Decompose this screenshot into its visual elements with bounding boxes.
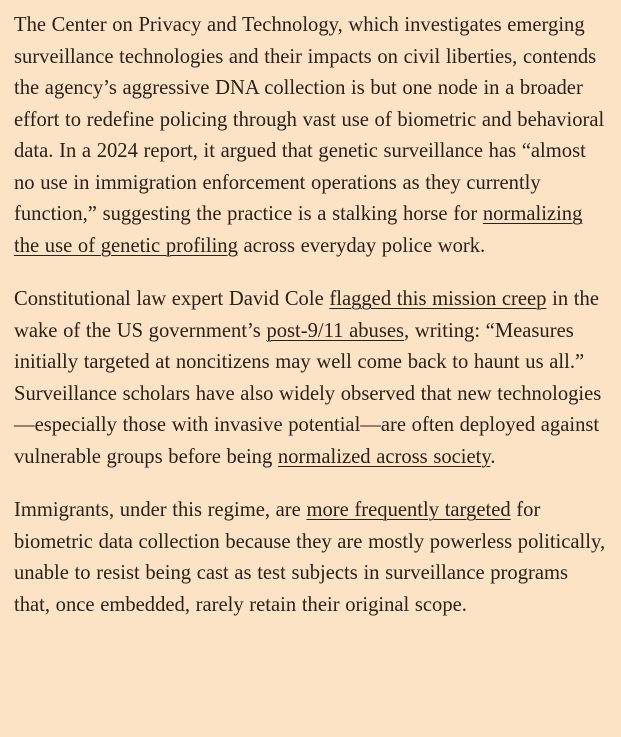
paragraph-text: across everyday police work. [237, 234, 486, 257]
link-flagged-mission-creep[interactable]: flagged this mission creep [329, 288, 547, 310]
paragraph-text: for biometric data collection because they are mostly powerless politically, unable to resist being cast as test subjects in surveillance programs that, once embedded, rarely retain their original scope. [14, 499, 606, 616]
link-normalized-across-society[interactable]: normalized across society [277, 445, 491, 468]
link-post-911-abuses[interactable]: post-9/11 abuses [266, 319, 405, 342]
paragraph-text: , writing: “Measures initially targeted at noncitizens may well come back to haunt us all.” Surveillance scholars have also widely observed that new technologies—especially those with invasive potential—are often deployed against vulnerable groups before being [14, 319, 602, 468]
paragraph-text: Constitutional law expert David Cole [14, 288, 330, 310]
paragraph-text: . [490, 445, 496, 468]
link-normalizing-genetic-profiling[interactable]: normalizing the use of genetic profiling [14, 203, 583, 257]
paragraph-text: Immigrants, under this regime, are [14, 499, 307, 521]
paragraph-2 [14, 284, 607, 473]
link-more-frequently-targeted[interactable]: more frequently targeted [306, 499, 511, 521]
paragraph-3 [14, 495, 607, 621]
paragraph-text: The Center on Privacy and Technology, which investigates emerging surveillance technologies and their impacts on civil liberties, contends the agency’s aggressive DNA collection is but one node in a broader effort to redefine policing through vast use of biometric and behavioral data. In a 2024 report, it argued that genetic surveillance has “almost no use in immigration enforcement operations as they currently function,” suggesting the practice is a stalking horse for [14, 14, 605, 225]
paragraph-1 [14, 10, 607, 262]
paragraph-text: in the wake of the US government’s [14, 288, 599, 342]
